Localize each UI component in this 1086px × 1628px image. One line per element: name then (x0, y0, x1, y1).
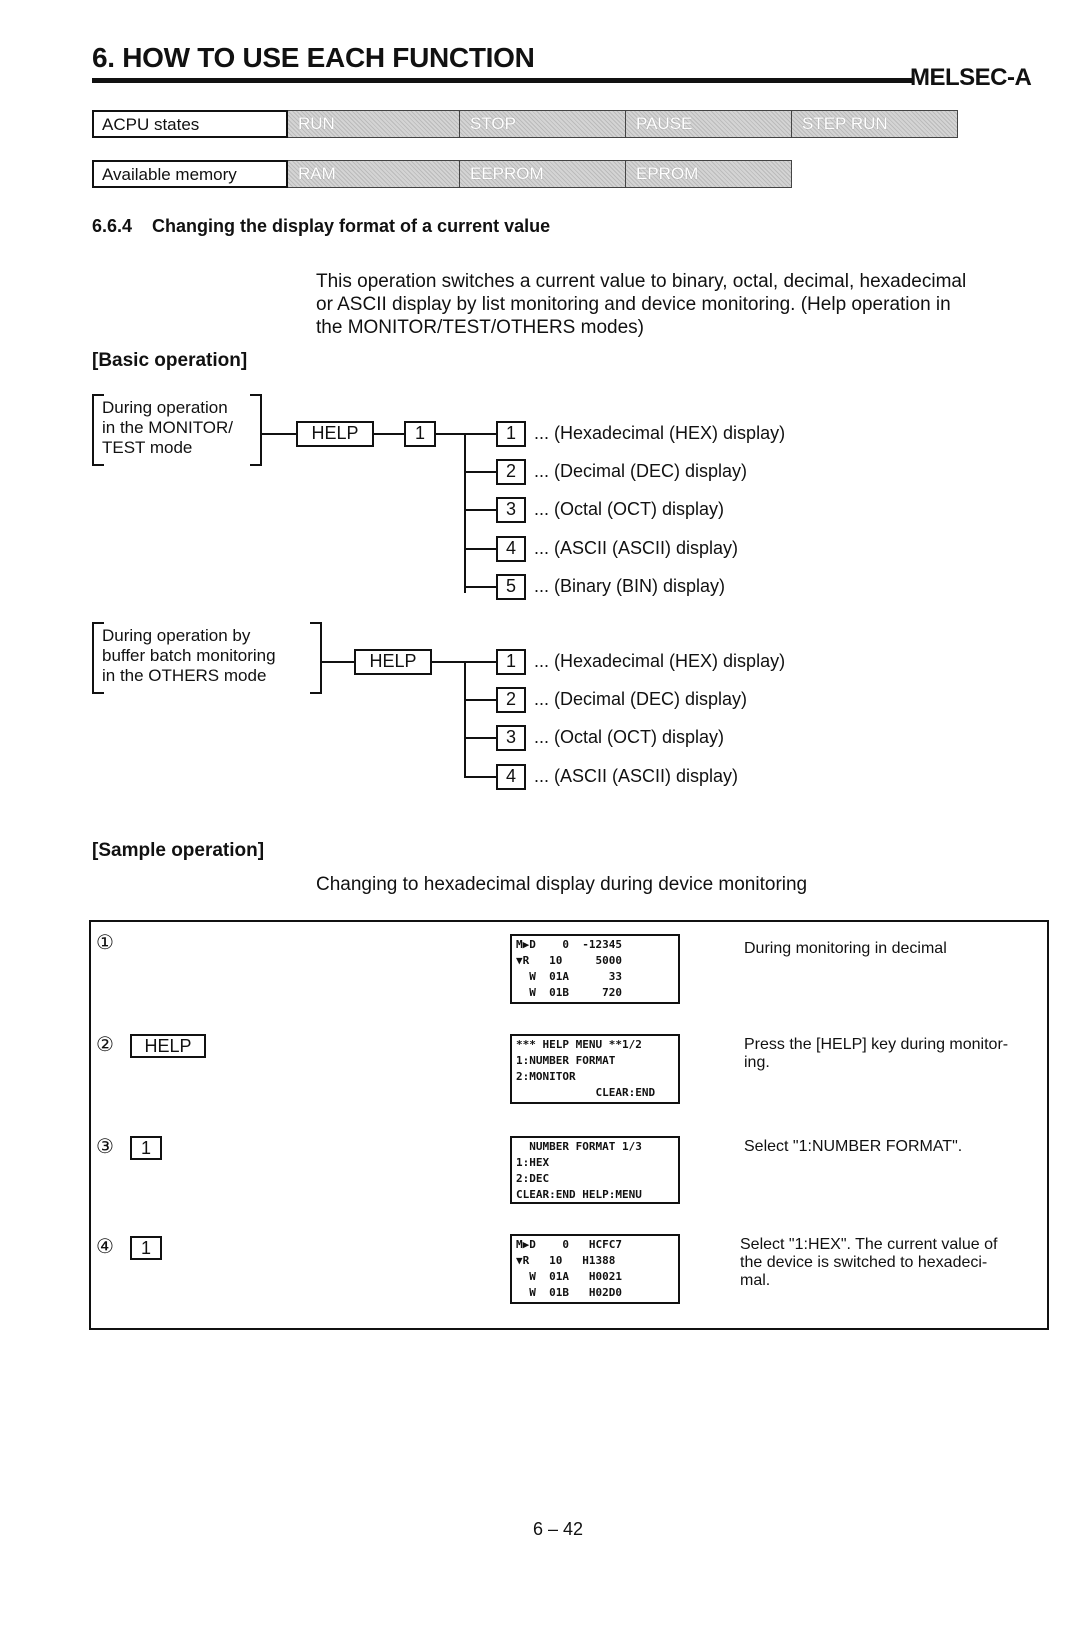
bracket-right (310, 622, 322, 694)
section-title: 6.6.4 Changing the display format of a current value (92, 216, 551, 236)
memory-row (92, 160, 792, 188)
condition-line: During operation by (102, 626, 251, 645)
option-dec: ... (Decimal (DEC) display) (534, 689, 748, 709)
lcd-line: 2:DEC (516, 1172, 550, 1185)
bracket-right (250, 394, 262, 466)
desc-line: Press the [HELP] key during monitor- (744, 1036, 1009, 1053)
step-number: ② (96, 1034, 114, 1056)
lcd-screen (510, 1034, 680, 1104)
connector-line (374, 433, 406, 435)
step-number: ④ (96, 1236, 114, 1258)
lcd-line: ▼R 10 5000 (516, 954, 622, 967)
lcd-line: 2:MONITOR (516, 1070, 576, 1083)
lcd-line: CLEAR:END HELP:MENU (516, 1188, 642, 1201)
connector-line (262, 433, 298, 435)
intro-line: or ASCII display by list monitoring and device monitoring. (Help operation in (316, 294, 951, 315)
lcd-line: M▶D 0 -12345 (516, 938, 622, 951)
key-1[interactable]: 1 (130, 1236, 162, 1260)
lcd-line: W 01B 720 (516, 986, 622, 999)
lcd-line: 1:HEX (516, 1156, 550, 1169)
intro-paragraph (316, 270, 1056, 339)
help-key[interactable]: HELP (354, 649, 432, 675)
option-hex: ... (Hexadecimal (HEX) display) (534, 423, 786, 443)
step-description (740, 1236, 1040, 1290)
sample-operation-heading: [Sample operation] (92, 840, 265, 861)
option-bin: ... (Binary (BIN) display) (534, 576, 726, 596)
lcd-screen (510, 1234, 680, 1304)
lcd-screen (510, 934, 680, 1004)
mem-eprom: EPROM (626, 160, 792, 188)
option-key-5[interactable]: 5 (496, 574, 526, 600)
branch-line (464, 433, 466, 593)
step-description (744, 940, 1034, 958)
header-rule (92, 78, 912, 83)
option-oct: ... (Octal (OCT) display) (534, 499, 725, 519)
key-1[interactable]: 1 (404, 421, 436, 447)
desc-line: the device is switched to hexadeci- (740, 1254, 988, 1271)
state-stop: STOP (460, 110, 626, 138)
option-hex: ... (Hexadecimal (HEX) display) (534, 651, 786, 671)
option-key-2[interactable]: 2 (496, 687, 526, 713)
state-pause: PAUSE (626, 110, 792, 138)
option-key-1[interactable]: 1 (496, 421, 526, 447)
option-key-1[interactable]: 1 (496, 649, 526, 675)
connector-line (322, 661, 356, 663)
step-number: ① (96, 932, 114, 954)
help-key[interactable]: HELP (296, 421, 374, 447)
mem-ram: RAM (288, 160, 460, 188)
branch-line (464, 661, 466, 778)
sample-caption: Changing to hexadecimal display during device monitoring (316, 874, 808, 895)
lcd-line: ▼R 10 H1388 (516, 1254, 616, 1267)
intro-line: the MONITOR/TEST/OTHERS modes) (316, 317, 644, 338)
option-ascii: ... (ASCII (ASCII) display) (534, 538, 739, 558)
cpu-states-row (92, 110, 958, 138)
lcd-line: *** HELP MENU **1/2 (516, 1038, 642, 1051)
option-key-2[interactable]: 2 (496, 459, 526, 485)
help-key[interactable]: HELP (130, 1034, 206, 1058)
lcd-line: NUMBER FORMAT 1/3 (516, 1140, 642, 1153)
lcd-line: M▶D 0 HCFC7 (516, 1238, 622, 1251)
condition-line: During operation (102, 398, 228, 417)
page-number: 6 – 42 (533, 1519, 584, 1539)
step-number: ③ (96, 1136, 114, 1158)
desc-line: Select "1:HEX". The current value of (740, 1236, 998, 1253)
key-1[interactable]: 1 (130, 1136, 162, 1160)
cpu-states-label: ACPU states (92, 110, 288, 138)
connector-line (464, 586, 496, 588)
option-key-4[interactable]: 4 (496, 764, 526, 790)
connector-line (464, 509, 496, 511)
condition-line: buffer batch monitoring (102, 646, 276, 665)
desc-line: ing. (744, 1054, 770, 1071)
condition-others (94, 622, 324, 690)
condition-line: TEST mode (102, 438, 193, 457)
chapter-title: 6. HOW TO USE EACH FUNCTION (92, 42, 535, 73)
state-step-run: STEP RUN (792, 110, 958, 138)
connector-line (464, 548, 496, 550)
lcd-line: W 01B H02D0 (516, 1286, 622, 1299)
state-run: RUN (288, 110, 460, 138)
lcd-screen (510, 1136, 680, 1204)
condition-line: in the OTHERS mode (102, 666, 267, 685)
lcd-line: W 01A H0021 (516, 1270, 622, 1283)
option-oct: ... (Octal (OCT) display) (534, 727, 725, 747)
connector-line (464, 737, 496, 739)
option-key-3[interactable]: 3 (496, 497, 526, 523)
option-key-3[interactable]: 3 (496, 725, 526, 751)
intro-line: This operation switches a current value to binary, octal, decimal, hexadecimal (316, 271, 967, 292)
desc-line: During monitoring in decimal (744, 940, 947, 957)
brand-logo: MELSEC-A (910, 64, 1032, 91)
connector-line (464, 471, 496, 473)
step-description (744, 1138, 1044, 1156)
mem-eeprom: EEPROM (460, 160, 626, 188)
option-ascii: ... (ASCII (ASCII) display) (534, 766, 739, 786)
desc-line: Select "1:NUMBER FORMAT". (744, 1138, 963, 1155)
connector-line (436, 433, 496, 435)
condition-monitor-test (94, 394, 264, 462)
basic-operation-heading: [Basic operation] (92, 350, 248, 371)
memory-label: Available memory (92, 160, 288, 188)
step-description (744, 1036, 1044, 1072)
condition-line: in the MONITOR/ (102, 418, 233, 437)
connector-line (464, 699, 496, 701)
desc-line: mal. (740, 1272, 771, 1289)
lcd-line: W 01A 33 (516, 970, 622, 983)
connector-line (464, 776, 496, 778)
option-dec: ... (Decimal (DEC) display) (534, 461, 748, 481)
option-key-4[interactable]: 4 (496, 536, 526, 562)
lcd-line: CLEAR:END (516, 1086, 656, 1099)
lcd-line: 1:NUMBER FORMAT (516, 1054, 616, 1067)
